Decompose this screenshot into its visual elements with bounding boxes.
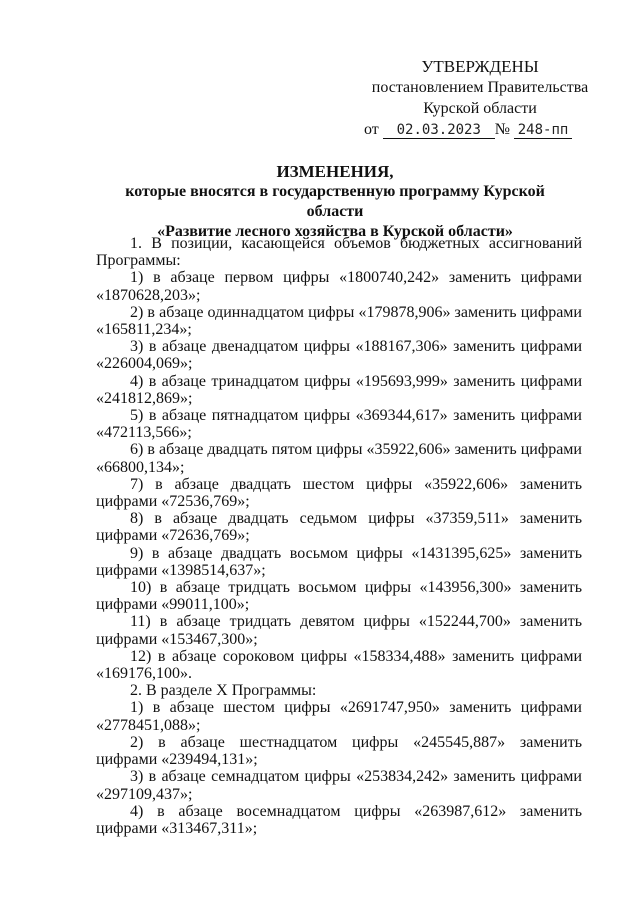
paragraph: 1) в абзаце шестом цифры «2691747,950» заменить цифрами «2778451,088»; xyxy=(96,699,582,734)
paragraph: 4) в абзаце тринадцатом цифры «195693,999» заменить цифрами «241812,869»; xyxy=(96,372,582,407)
heading-program-name: «Развитие лесного хозяйства в Курской области» xyxy=(157,223,513,240)
document-body xyxy=(96,235,582,837)
paragraph: 2) в абзаце одиннадцатом цифры «179878,906» заменить цифрами «165811,234»; xyxy=(96,303,582,339)
approval-line-region: Курской области xyxy=(423,100,537,117)
paragraph: 11) в абзаце тридцать девятом цифры «152244,700» заменить цифрами «153467,300»; xyxy=(96,613,582,648)
approval-date: 02.03.2023 xyxy=(383,123,495,139)
paragraph: 12) в абзаце сороковом цифры «158334,488» заменить цифрами «169176,100». xyxy=(96,647,582,683)
number-label: № xyxy=(494,121,511,138)
paragraph: 9) в абзаце двадцать восьмом цифры «1431395,625» заменить цифрами «1398514,637»; xyxy=(96,544,582,579)
paragraph: 8) в абзаце двадцать седьмом цифры «37359,511» заменить цифрами «72636,769»; xyxy=(96,510,582,545)
paragraph: 5) в абзаце пятнадцатом цифры «369344,617» заменить цифрами «472113,566»; xyxy=(96,407,582,442)
from-label: от xyxy=(364,121,379,138)
heading-title: ИЗМЕНЕНИЯ, xyxy=(276,162,394,181)
paragraph: 6) в абзаце двадцать пятом цифры «35922,606» заменить цифрами «66800,134»; xyxy=(96,441,582,476)
document-heading xyxy=(100,162,570,242)
heading-subtitle: которые вносятся в государственную программу Курской области xyxy=(125,183,545,220)
paragraph: 3) в абзаце семнадцатом цифры «253834,242» заменить цифрами «297109,437»; xyxy=(96,768,582,803)
paragraph: 1) в абзаце первом цифры «1800740,242» заменить цифрами «1870628,203»; xyxy=(96,269,582,304)
paragraph: 7) в абзаце двадцать шестом цифры «35922,606» заменить цифрами «72536,769»; xyxy=(96,475,582,511)
paragraph: 3) в абзаце двенадцатом цифры «188167,306» заменить цифрами «226004,069»; xyxy=(96,338,582,373)
paragraph: 1. В позиции, касающейся объемов бюджетных ассигнований Программы: xyxy=(96,235,582,270)
approval-block xyxy=(360,56,600,140)
paragraph: 10) в абзаце тридцать восьмом цифры «143956,300» заменить цифрами «99011,100»; xyxy=(96,579,582,614)
approval-title: УТВЕРЖДЕНЫ xyxy=(421,57,539,76)
paragraph: 2) в абзаце шестнадцатом цифры «245545,887» заменить цифрами «239494,131»; xyxy=(96,733,582,769)
approval-line-government: постановлением Правительства xyxy=(371,79,589,96)
paragraph: 4) в абзаце восемнадцатом цифры «263987,612» заменить цифрами «313467,311»; xyxy=(96,802,582,837)
approval-number: 248-пп xyxy=(514,123,572,139)
approval-date-line xyxy=(364,119,600,140)
paragraph: 2. В разделе X Программы: xyxy=(130,682,317,700)
